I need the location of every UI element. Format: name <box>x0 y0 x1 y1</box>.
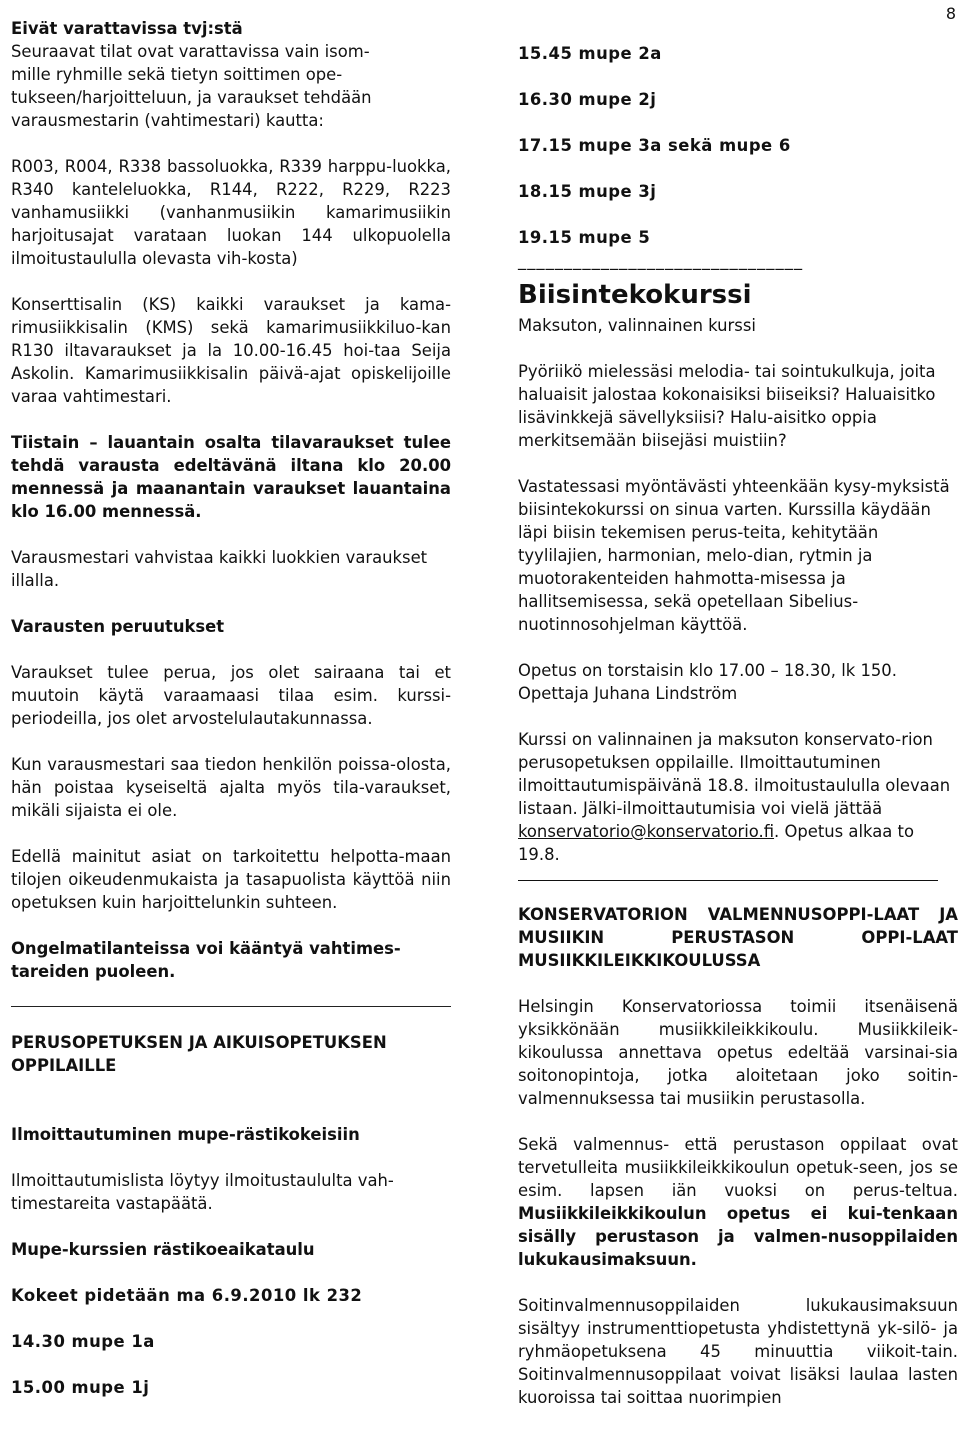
section-divider <box>11 1006 451 1077</box>
course-teacher: Opettaja Juhana Lindström <box>518 684 738 703</box>
schedule-list-continued <box>518 42 958 249</box>
dashed-divider: _______________________________ <box>518 251 804 270</box>
students-welcome-paragraph <box>518 1133 958 1271</box>
cancellation-paragraph: Varaukset tulee perua, jos olet sairaana tai et muutoin käytä varaamaasi tilaa esim. kurssi-periodeilla, jos olet arvostelulautakunnassa. <box>11 663 451 728</box>
paragraph-line: Seuraavat tilat ovat varattavissa vain isom- <box>11 42 370 61</box>
students-welcome-text: Sekä valmennus- että perustason oppilaat ovat tervetulleita musiikkileikkikoulun opetuk-seen, jos se esim. lapsen iän vuoksi on perus-teltua. <box>518 1135 958 1200</box>
tuition-paragraph: Soitinvalmennusoppilaiden lukukausimaksuun sisältyy instrumenttiopetusta yhdistettynä yk-silö- ja ryhmäopetuksena 45 minuuttia viikoit-tain. Soitinvalmennusoppilaat voivat lisäksi laulaa lasten kuoroissa tai soittaa nuorimpien <box>518 1296 958 1407</box>
heading-schedule: Mupe-kurssien rästikoeaikataulu <box>11 1240 315 1259</box>
schedule-item: 16.30 mupe 2j <box>518 90 657 109</box>
course-subtitle: Maksuton, valinnainen kurssi <box>518 316 756 335</box>
schedule-item: 18.15 mupe 3j <box>518 182 657 201</box>
schedule-item: 15.45 mupe 2a <box>518 44 662 63</box>
room-list-paragraph: R003, R004, R338 bassoluokka, R339 harppu-luokka, R340 kanteleluokka, R144, R222, R229, R223 vanhamusiikki (vanhanmusiikin kamarimusiikin harjoitusajat varataan luokan 144 ulkopuolella ilmoitustaululla olevasta vih-kosta) <box>11 157 451 268</box>
schedule-item: 17.15 mupe 3a sekä mupe 6 <box>518 136 791 155</box>
course-registration-paragraph <box>518 728 958 866</box>
paragraph-line: mille ryhmille sekä tietyn soittimen ope- <box>11 65 343 84</box>
course-title: Biisintekokurssi <box>518 280 752 310</box>
playschool-paragraph: Helsingin Konservatoriossa toimii itsenäisenä yksikkönään musiikkileikkikoulu. Musiikkileik-kikoulussa annettava opetus edeltää varsinai-sia soitonopintoja, jotka aloitetaan joko soitin-valmennuksessa tai musiikin perustasolla. <box>518 997 958 1108</box>
left-column <box>11 17 451 1399</box>
schedule-item: 15.00 mupe 1j <box>11 1378 150 1397</box>
absence-paragraph: Kun varausmestari saa tiedon henkilön poissa-olosta, hän poistaa kyseiseltä ajalta myös tila-varaukset, mikäli sijaista ei ole. <box>11 755 451 820</box>
course-intro-paragraph: Pyöriikö mielessäsi melodia- tai sointukulkuja, joita haluaisit jalostaa kokonaisiksi biiseiksi? Haluaisitko lisävinkkejä sävellyksiisi? Halu-aisitko oppia merkitsemään biisejäsi muistiin? <box>518 362 936 450</box>
email-link[interactable]: konservatorio@konservatorio.fi <box>518 822 775 841</box>
heading-cancellations: Varausten peruutukset <box>11 617 225 636</box>
section-title: PERUSOPETUKSEN JA AIKUISOPETUKSEN OPPILAILLE <box>11 1033 387 1075</box>
right-column <box>518 42 958 1409</box>
heading-not-reservable: Eivät varattavissa tvj:stä <box>11 19 243 38</box>
paragraph-line: varausmestarin (vahtimestari) kautta: <box>11 111 324 130</box>
fee-note: Musiikkileikkikoulun opetus ei kui-tenkaan sisälly perustason ja valmen-nusoppilaiden lukukausimaksuun. <box>518 1204 958 1269</box>
heading-registration: Ilmoittautuminen mupe-rästikokeisiin <box>11 1125 360 1144</box>
reservation-deadline-paragraph: Tiistain – lauantain osalta tilavaraukset tulee tehdä varausta edeltävänä iltana klo 20.00 mennessä ja maanantain varaukset lauantaina klo 16.00 mennessä. <box>11 433 451 521</box>
registration-text-end: . Opetus alkaa to 19.8. <box>518 822 914 864</box>
purpose-paragraph: Edellä mainitut asiat on tarkoitettu helpotta-maan tilojen oikeudenmukaista ja tasapuolista käyttöä niin opetuksen kuin harjoittelunkin suhteen. <box>11 847 451 912</box>
page-number: 8 <box>945 4 956 23</box>
problem-paragraph: Ongelmatilanteissa voi kääntyä vahtimes-tareiden puoleen. <box>11 939 401 981</box>
heading-music-playschool: KONSERVATORION VALMENNUSOPPI-LAAT JA MUSIIKIN PERUSTASON OPPI-LAAT MUSIIKKILEIKKIKOULUSSA <box>518 905 958 970</box>
schedule-item: 14.30 mupe 1a <box>11 1332 155 1351</box>
horizontal-rule <box>518 880 938 881</box>
course-description-paragraph: Vastatessasi myöntävästi yhteenkään kysy-myksistä biisintekokurssi on sinua varten. Kurssilla käydään läpi biisin tekemisen perus-teita, kehitytään tyylilajien, harmonian, melo-dian, rytmin ja muotorakenteiden hahmotta-misessa ja hallitsemisessa, sekä opetellaan Sibelius-nuotinnosohjelman käyttöä. <box>518 477 950 634</box>
schedule-list <box>11 1284 451 1399</box>
course-time: Opetus on torstaisin klo 17.00 – 18.30, lk 150. <box>518 661 897 680</box>
exam-date: Kokeet pidetään ma 6.9.2010 lk 232 <box>11 1286 363 1305</box>
registration-paragraph: Ilmoittautumislista löytyy ilmoitustaululta vah-timestareita vastapäätä. <box>11 1171 394 1213</box>
schedule-item: 19.15 mupe 5 <box>518 228 651 247</box>
concert-hall-paragraph: Konserttisalin (KS) kaikki varaukset ja kama-rimusiikkisalin (KMS) sekä kamarimusiikkiluo-kan R130 iltavaraukset ja la 10.00-16.45 hoi-taa Seija Askolin. Kamarimusiikkisalin päivä-ajat opiskelijoille varaa vahtimestari. <box>11 295 451 406</box>
registration-text: Kurssi on valinnainen ja maksuton konservato-rion perusopetuksen oppilaille. Ilmoittautuminen ilmoittautumispäivänä 18.8. ilmoitustaululla olevaan listaan. Jälki-ilmoittautumisia voi vielä jättää <box>518 730 951 818</box>
confirmation-paragraph: Varausmestari vahvistaa kaikki luokkien varaukset illalla. <box>11 548 428 590</box>
paragraph-line: tukseen/harjoitteluun, ja varaukset tehdään <box>11 88 372 107</box>
